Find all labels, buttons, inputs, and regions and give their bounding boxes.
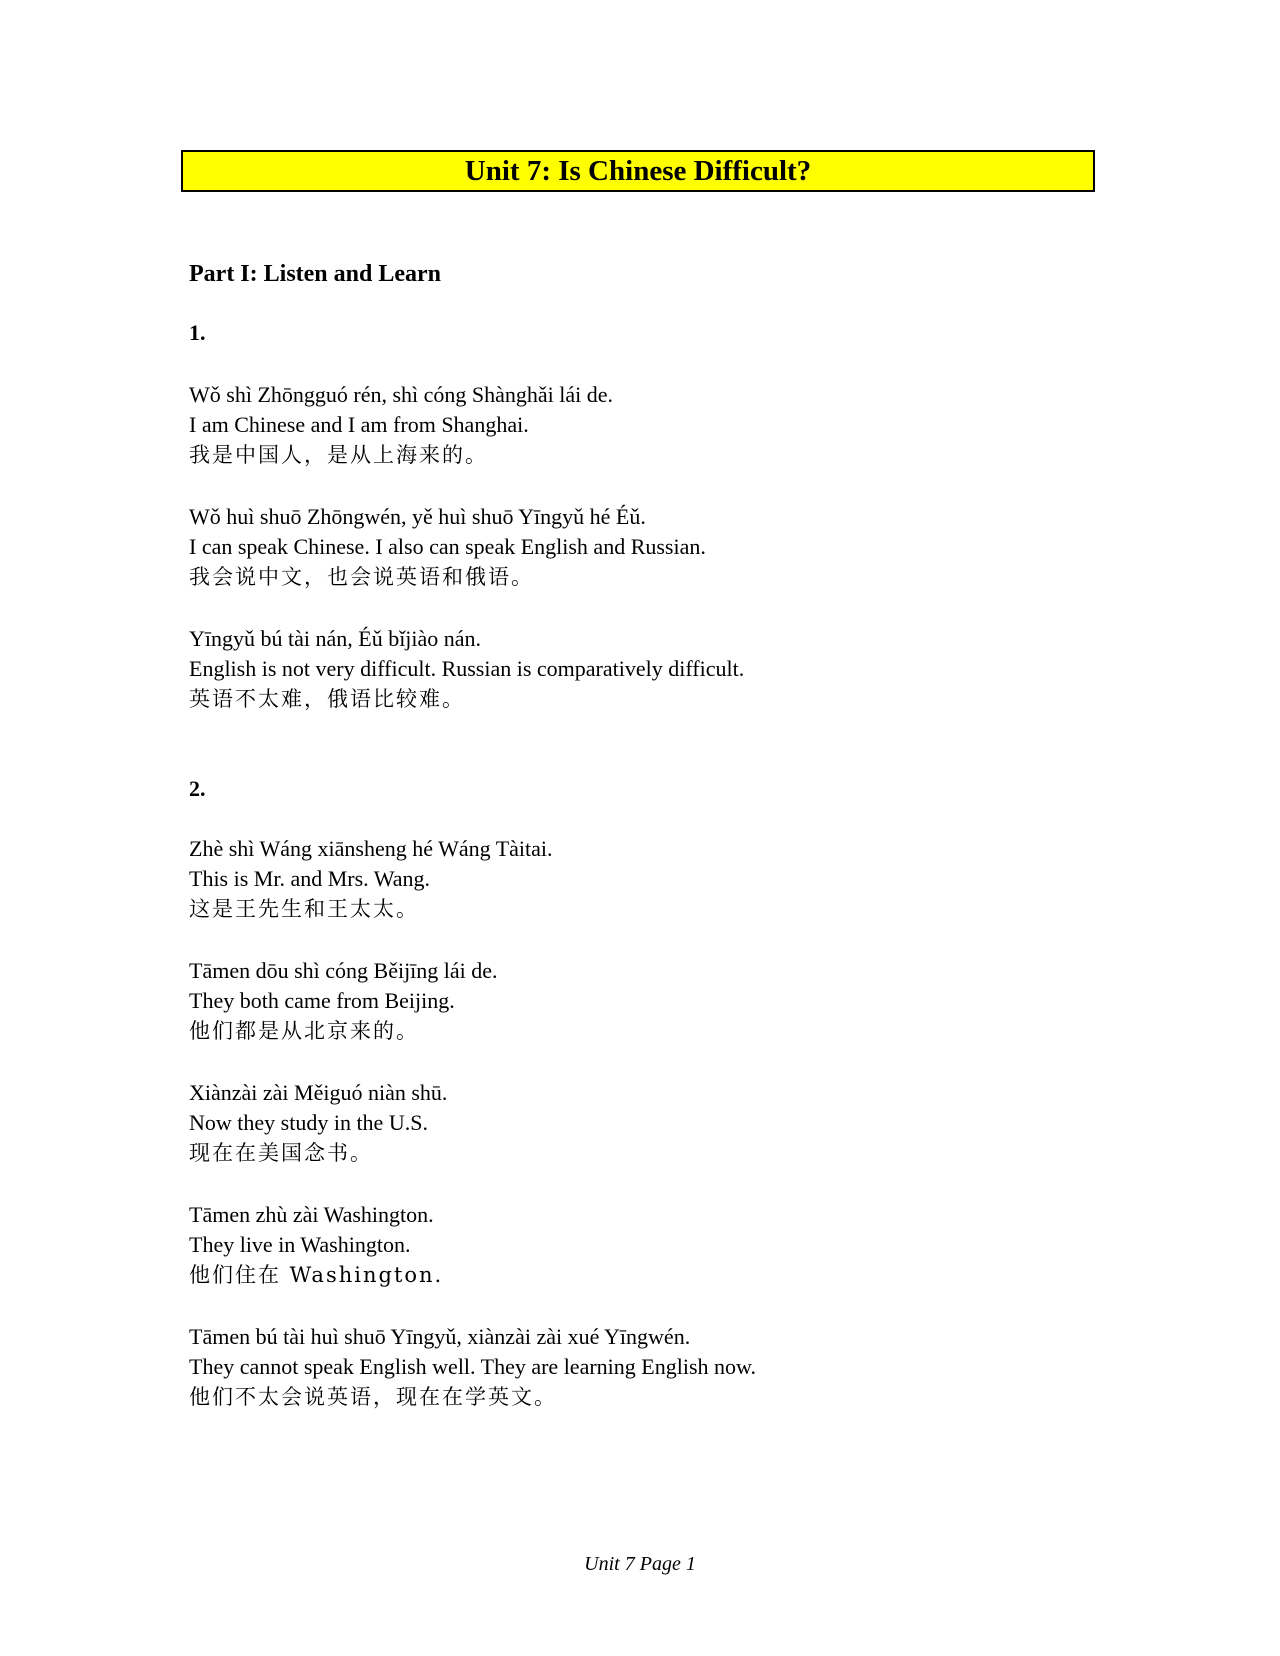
page-footer: Unit 7 Page 1 <box>584 1553 696 1575</box>
chinese-line: 他们住在 Washington. <box>189 1263 444 1287</box>
sentence-entry <box>189 834 756 924</box>
sentence-entry <box>189 380 744 470</box>
english-line: Now they study in the U.S. <box>189 1110 428 1135</box>
pinyin-line: Tāmen zhù zài Washington. <box>189 1202 434 1227</box>
pinyin-line: Tāmen bú tài huì shuō Yīngyǔ, xiànzài zài xué Yīngwén. <box>189 1324 691 1349</box>
section-number: 2. <box>189 776 206 801</box>
sentence-entry <box>189 1200 756 1290</box>
chinese-line: 英语不太难，俄语比较难。 <box>189 687 465 711</box>
chinese-line: 这是王先生和王太太。 <box>189 897 419 921</box>
pinyin-line: Xiànzài zài Měiguó niàn shū. <box>189 1080 448 1105</box>
section-2 <box>189 778 756 1412</box>
pinyin-line: Wǒ shì Zhōngguó rén, shì cóng Shànghǎi lái de. <box>189 382 614 407</box>
section-1 <box>189 322 744 714</box>
english-line: I can speak Chinese. I also can speak English and Russian. <box>189 534 706 559</box>
sentence-entry <box>189 502 744 592</box>
sentence-entry <box>189 1078 756 1168</box>
chinese-line: 我是中国人，是从上海来的。 <box>189 443 488 467</box>
sentence-entry <box>189 1322 756 1412</box>
part-heading: Part I: Listen and Learn <box>189 261 441 287</box>
unit-title-banner <box>181 150 1095 192</box>
sentence-entry <box>189 956 756 1046</box>
unit-title: Unit 7: Is Chinese Difficult? <box>464 154 812 187</box>
pinyin-line: Zhè shì Wáng xiānsheng hé Wáng Tàitai. <box>189 836 553 861</box>
pinyin-line: Wǒ huì shuō Zhōngwén, yě huì shuō Yīngyǔ hé Éǔ. <box>189 504 646 529</box>
chinese-line: 他们都是从北京来的。 <box>189 1019 419 1043</box>
pinyin-line: Yīngyǔ bú tài nán, Éǔ bǐjiào nán. <box>189 626 482 651</box>
pinyin-line: Tāmen dōu shì cóng Běijīng lái de. <box>189 958 498 983</box>
chinese-line: 现在在美国念书。 <box>189 1141 373 1165</box>
english-line: They live in Washington. <box>189 1232 411 1257</box>
sentence-entry <box>189 624 744 714</box>
english-line: They cannot speak English well. They are learning English now. <box>189 1354 756 1379</box>
english-line: English is not very difficult. Russian is comparatively difficult. <box>189 656 745 681</box>
chinese-line: 他们不太会说英语，现在在学英文。 <box>189 1385 557 1409</box>
section-number: 1. <box>189 320 206 345</box>
english-line: They both came from Beijing. <box>189 988 455 1013</box>
english-line: I am Chinese and I am from Shanghai. <box>189 412 529 437</box>
chinese-line: 我会说中文，也会说英语和俄语。 <box>189 565 534 589</box>
english-line: This is Mr. and Mrs. Wang. <box>189 866 431 891</box>
